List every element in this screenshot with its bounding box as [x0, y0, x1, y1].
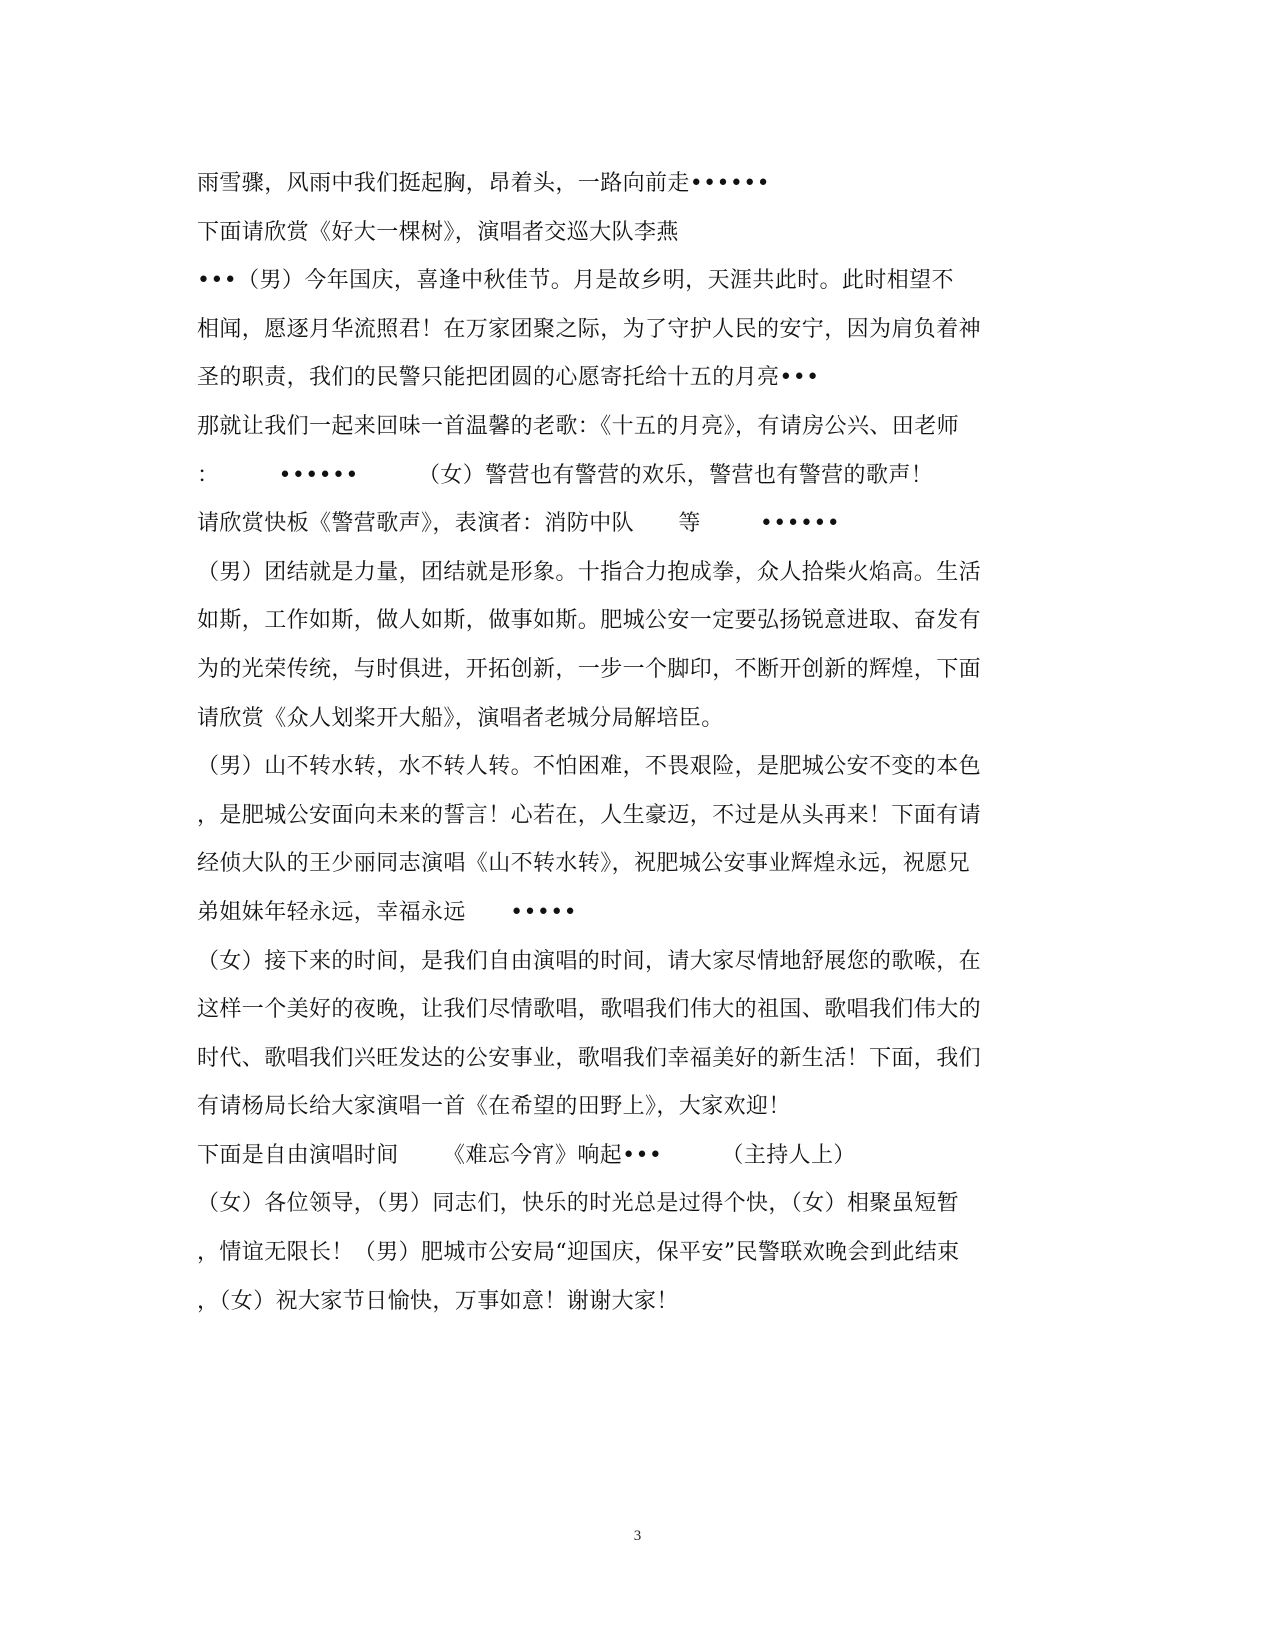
text-line: 请欣赏快板《警营歌声》，表演者：消防中队 等 •••••• [197, 511, 841, 537]
text-line: ，情谊无限长！（男）肥城市公安局“迎国庆，保平安”民警联欢晚会到此结束 [197, 1240, 960, 1266]
text-line: 雨雪骤，风雨中我们挺起胸，昂着头，一路向前走•••••• [197, 171, 771, 196]
text-line: 经侦大队的王少丽同志演唱《山不转水转》，祝肥城公安事业辉煌永远，祝愿兄 [197, 851, 971, 877]
text-line: 这样一个美好的夜晚，让我们尽情歌唱，歌唱我们伟大的祖国、歌唱我们伟大的 [197, 997, 982, 1023]
text-line: 有请杨局长给大家演唱一首《在希望的田野上》，大家欢迎！ [197, 1094, 791, 1120]
text-line: 弟姐妹年轻永远，幸福永远 ••••• [197, 899, 578, 925]
text-line: ： •••••• （女）警营也有警营的欢乐，警营也有警营的歌声！ [197, 462, 934, 488]
text-line: （男）团结就是力量，团结就是形象。十指合力抱成拳，众人拾柴火焰高。生活 [197, 559, 982, 585]
text-line: 下面请欣赏《好大一棵树》，演唱者交巡大队李燕 [197, 219, 679, 245]
text-line: ，（女）祝大家节日愉快，万事如意！谢谢大家！ [197, 1288, 679, 1314]
text-line: （男）山不转水转，水不转人转。不怕困难，不畏艰险，是肥城公安不变的本色 [197, 754, 982, 780]
text-line: 圣的职责，我们的民警只能把团圆的心愿寄托给十五的月亮••• [197, 365, 820, 391]
text-line: 相闻，愿逐月华流照君！在万家团聚之际，为了守护人民的安宁，因为肩负着神 [197, 316, 982, 342]
text-line: （女）各位领导，（男）同志们，快乐的时光总是过得个快，（女）相聚虽短暂 [197, 1191, 960, 1217]
text-line: 如斯，工作如斯，做人如斯，做事如斯。肥城公安一定要弘扬锐意进取、奋发有 [197, 608, 982, 634]
text-line: 下面是自由演唱时间 《难忘今宵》响起••• （主持人上） [197, 1142, 856, 1168]
text-line: （女）接下来的时间，是我们自由演唱的时间，请大家尽情地舒展您的歌喉，在 [197, 948, 982, 974]
text-line: •••（男）今年国庆，喜逢中秋佳节。月是故乡明，天涯共此时。此时相望不 [197, 268, 954, 294]
text-line: ，是肥城公安面向未来的誓言！心若在，人生豪迈，不过是从头再来！下面有请 [197, 802, 982, 828]
text-line: 请欣赏《众人划桨开大船》，演唱者老城分局解培臣。 [197, 705, 724, 731]
page-number: 3 [633, 1528, 642, 1544]
body-text [197, 160, 1077, 1326]
text-line: 时代、歌唱我们兴旺发达的公安事业，歌唱我们幸福美好的新生活！下面，我们 [197, 1045, 982, 1071]
text-line: 那就让我们一起来回味一首温馨的老歌：《十五的月亮》，有请房公兴、田老师 [197, 413, 960, 439]
text-line: 为的光荣传统，与时俱进，开拓创新，一步一个脚印，不断开创新的辉煌，下面 [197, 656, 982, 682]
